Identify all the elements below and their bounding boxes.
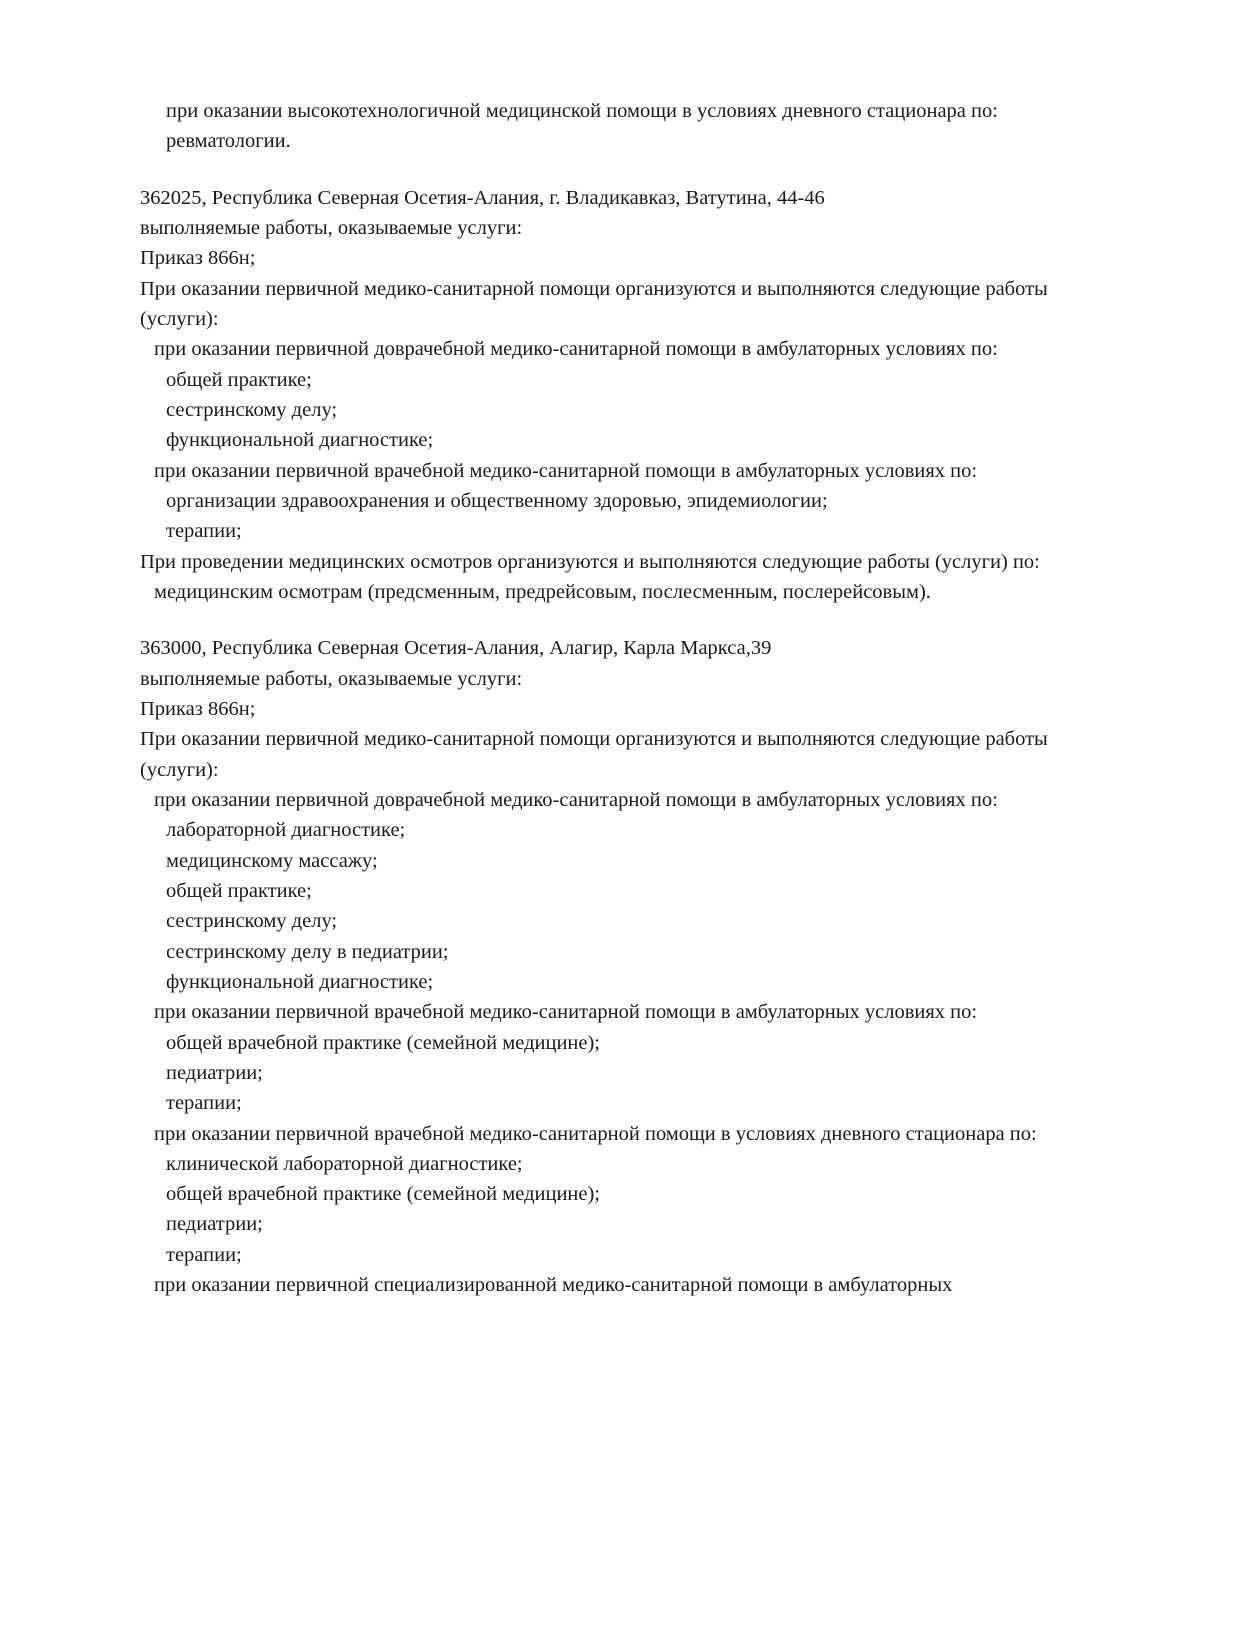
paragraph-spacer [140,607,1100,633]
document-paragraph: лабораторной диагностике; [166,819,406,842]
document-paragraph: педиатрии; [166,1061,263,1084]
document-paragraph: общей практике; [166,368,312,391]
document-paragraph: При проведении медицинских осмотров организуются и выполняются следующие работы (услуги) по: [140,550,1040,573]
document-paragraph: При оказании первичной медико-санитарной помощи организуются и выполняются следующие работы (услуги): [140,728,1048,781]
document-paragraph: Приказ 866н; [140,247,256,270]
document-paragraph: при оказании высокотехнологичной медицинской помощи в условиях дневного стационара по: [166,100,998,122]
document-paragraph: выполняемые работы, оказываемые услуги: [140,667,523,690]
document-paragraph: При оказании первичной медико-санитарной помощи организуются и выполняются следующие работы (услуги): [140,277,1048,330]
document-paragraph: терапии; [166,520,242,543]
document-paragraph: сестринскому делу; [166,910,338,933]
document-paragraph: общей врачебной практике (семейной медицине); [166,1183,601,1206]
document-paragraph: организации здравоохранения и общественному здоровью, эпидемиологии; [166,489,828,512]
document-paragraph: сестринскому делу в педиатрии; [166,940,449,963]
document-paragraph: при оказании первичной доврачебной медико-санитарной помощи в амбулаторных условиях по: [154,338,998,361]
document-paragraph: 362025, Республика Северная Осетия-Алания, г. Владикавказ, Ватутина, 44-46 [140,186,825,209]
document-paragraph: терапии; [166,1092,242,1115]
document-paragraph: выполняемые работы, оказываемые услуги: [140,216,523,239]
document-paragraph: педиатрии; [166,1213,263,1236]
document-paragraph: терапии; [166,1243,242,1266]
document-paragraph: функциональной диагностике; [166,970,434,993]
document-paragraph: сестринскому делу; [166,398,338,421]
document-paragraph: Приказ 866н; [140,697,256,720]
document-paragraph: функциональной диагностике; [166,429,434,452]
document-paragraph: медицинскому массажу; [166,849,378,872]
document-paragraph: при оказании первичной доврачебной медико-санитарной помощи в амбулаторных условиях по: [154,788,998,811]
document-body [140,96,1100,1300]
document-paragraph: общей практике; [166,879,312,902]
document-paragraph: медицинским осмотрам (предсменным, предрейсовым, послесменным, послерейсовым). [154,580,931,603]
document-paragraph: ревматологии. [166,130,291,153]
document-paragraph: общей врачебной практике (семейной медицине); [166,1031,601,1054]
document-paragraph: 363000, Республика Северная Осетия-Алания, Алагир, Карла Маркса,39 [140,637,772,660]
paragraph-spacer [140,157,1100,183]
document-paragraph: при оказании первичной специализированной медико-санитарной помощи в амбулаторных [154,1274,953,1297]
document-paragraph: клинической лабораторной диагностике; [166,1152,523,1175]
document-paragraph: при оказании первичной врачебной медико-санитарной помощи в амбулаторных условиях по: [154,459,978,482]
document-paragraph: при оказании первичной врачебной медико-санитарной помощи в амбулаторных условиях по: [154,1001,978,1024]
document-paragraph: при оказании первичной врачебной медико-санитарной помощи в условиях дневного стационара по: [154,1122,1037,1145]
